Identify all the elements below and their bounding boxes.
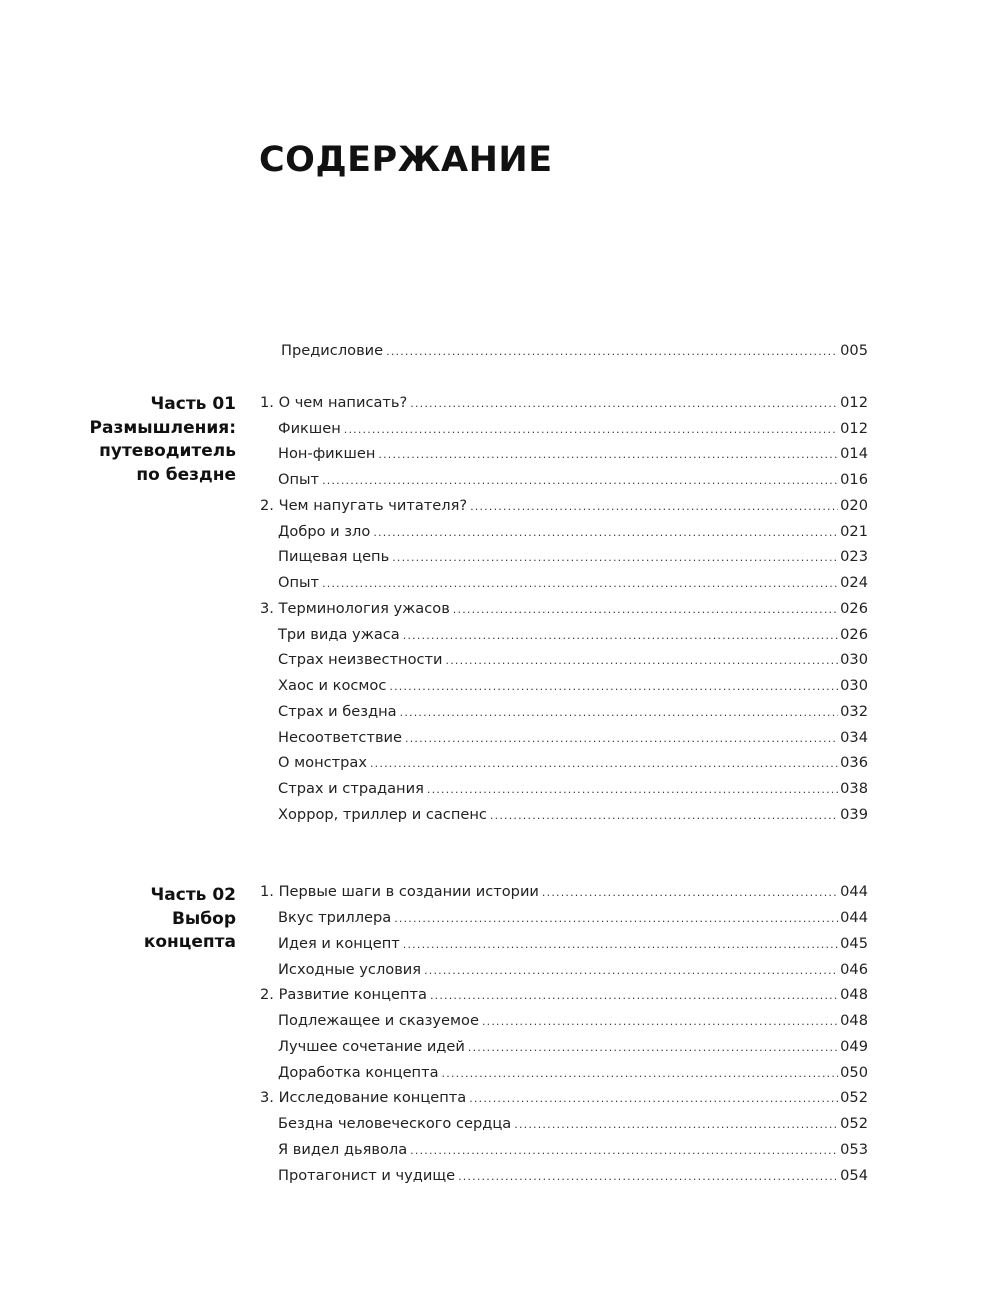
leader-dots — [468, 1036, 838, 1060]
toc-entry-label: Бездна человеческого сердца — [278, 1115, 512, 1132]
part-label-line: Выбор — [171, 908, 236, 929]
leader-dots — [344, 418, 838, 442]
leader-dots — [453, 598, 838, 622]
toc-entry-label: Опыт — [278, 471, 320, 488]
toc-entry-label: Опыт — [278, 574, 320, 591]
toc-entry-label: 1. Первые шаги в создании истории — [260, 883, 539, 900]
toc-entry-page: 012 — [840, 420, 868, 437]
toc-entry — [278, 932, 868, 956]
toc-entry-page: 034 — [840, 729, 868, 746]
leader-dots — [389, 675, 838, 699]
toc-entry — [278, 1112, 868, 1136]
toc-entry-label: Хоррор, триллер и саспенс — [278, 806, 487, 823]
toc-entry-label: Доработка концепта — [278, 1064, 439, 1081]
leader-dots — [403, 624, 838, 648]
toc-entry-label: О монстрах — [278, 754, 367, 771]
toc-entry — [278, 1035, 868, 1059]
toc-entry — [278, 906, 868, 930]
leader-dots — [378, 443, 838, 467]
toc-entry — [278, 648, 868, 672]
toc-entry-page: 021 — [840, 523, 868, 540]
leader-dots — [400, 701, 839, 725]
leader-dots — [322, 469, 838, 493]
leader-dots — [403, 933, 838, 957]
toc-entry-label: Идея и концепт — [278, 935, 400, 952]
toc-entry — [278, 520, 868, 544]
toc-entry-page: 036 — [840, 754, 868, 771]
toc-entry-page: 046 — [840, 961, 868, 978]
part-02-label — [36, 884, 236, 955]
toc-entry-label: Страх и бездна — [278, 703, 397, 720]
toc-entry — [278, 442, 868, 466]
toc-entry-page: 038 — [840, 780, 868, 797]
toc-entry — [278, 777, 868, 801]
leader-dots — [410, 392, 838, 416]
part-label-line: Часть 02 — [150, 885, 236, 905]
leader-dots — [392, 546, 838, 570]
leader-dots — [373, 521, 838, 545]
toc-entry — [278, 751, 868, 775]
leader-dots — [482, 1010, 838, 1034]
toc-entry-page: 012 — [840, 394, 868, 411]
toc-entry-page: 020 — [840, 497, 868, 514]
toc-entry-page: 014 — [840, 445, 868, 462]
toc-entry-page: 032 — [840, 703, 868, 720]
leader-dots — [405, 727, 838, 751]
toc-entry-label: 3. Исследование концепта — [260, 1089, 467, 1106]
toc-entry-page: 026 — [840, 626, 868, 643]
leader-dots — [322, 572, 838, 596]
toc-entry-label: Фикшен — [278, 420, 341, 437]
leader-dots — [430, 984, 838, 1008]
page-title: СОДЕРЖАНИЕ — [259, 140, 553, 180]
toc-entry-page: 030 — [840, 677, 868, 694]
toc-entry-label: Нон-фикшен — [278, 445, 376, 462]
toc-entry-page: 049 — [840, 1038, 868, 1055]
toc-entry-label: Пищевая цепь — [278, 548, 390, 565]
toc-entry — [278, 623, 868, 647]
toc-entry-page: 026 — [840, 600, 868, 617]
toc-entry — [278, 1138, 868, 1162]
part-label-line: Часть 01 — [150, 394, 236, 414]
leader-dots — [442, 1062, 839, 1086]
toc-entry-label: Я видел дьявола — [278, 1141, 408, 1158]
leader-dots — [394, 907, 838, 931]
toc-entry-page: 054 — [840, 1167, 868, 1184]
leader-dots — [469, 1087, 838, 1111]
toc-entry — [278, 545, 868, 569]
part-label-line: путеводитель — [99, 441, 236, 461]
toc-entry-label: 1. О чем написать? — [260, 394, 408, 411]
leader-dots — [427, 778, 838, 802]
part-label-line: по бездне — [136, 464, 236, 485]
toc-entry-page: 045 — [840, 935, 868, 952]
toc-entry — [278, 1009, 868, 1033]
toc-entry — [260, 880, 868, 904]
leader-dots — [410, 1139, 838, 1163]
leader-dots — [386, 340, 838, 364]
toc-entry-label: Три вида ужаса — [278, 626, 400, 643]
leader-dots — [514, 1113, 838, 1137]
toc-entry-preface — [281, 339, 868, 363]
toc-entry-page: 030 — [840, 651, 868, 668]
toc-entry-label: Страх и страдания — [278, 780, 424, 797]
toc-entry — [260, 597, 868, 621]
toc-entry — [278, 726, 868, 750]
leader-dots — [458, 1165, 838, 1189]
toc-entry-page: 016 — [840, 471, 868, 488]
leader-dots — [424, 959, 838, 983]
toc-entry-label: Предисловие — [281, 342, 384, 359]
toc-entry-label: Добро и зло — [278, 523, 371, 540]
toc-entry-page: 039 — [840, 806, 868, 823]
toc-entry — [260, 391, 868, 415]
toc-entry-label: 2. Чем напугать читателя? — [260, 497, 468, 514]
toc-entry — [278, 700, 868, 724]
toc-entry-label: Исходные условия — [278, 961, 422, 978]
toc-entry-page: 053 — [840, 1141, 868, 1158]
toc-entry-label: Несоответствие — [278, 729, 403, 746]
toc-entry-page: 024 — [840, 574, 868, 591]
toc-entry-label: Страх неизвестности — [278, 651, 443, 668]
toc-entry — [260, 1086, 868, 1110]
toc-entry-page: 005 — [840, 342, 868, 359]
leader-dots — [446, 649, 839, 673]
toc-entry — [278, 803, 868, 827]
part-label-line: концепта — [143, 932, 236, 952]
toc-entry-page: 048 — [840, 1012, 868, 1029]
toc-entry-label: 3. Терминология ужасов — [260, 600, 450, 617]
toc-entry-label: Лучшее сочетание идей — [278, 1038, 465, 1055]
toc-entry-page: 050 — [840, 1064, 868, 1081]
toc-entry-page: 044 — [840, 909, 868, 926]
toc-entry-label: Хаос и космос — [278, 677, 387, 694]
toc-entry-page: 052 — [840, 1089, 868, 1106]
leader-dots — [370, 752, 838, 776]
toc-entry-page: 044 — [840, 883, 868, 900]
part-01-label — [36, 393, 236, 487]
toc-entry — [278, 468, 868, 492]
toc-entry — [278, 1061, 868, 1085]
toc-entry — [278, 417, 868, 441]
toc-entry-label: Подлежащее и сказуемое — [278, 1012, 479, 1029]
toc-entry-label: 2. Развитие концепта — [260, 986, 427, 1003]
leader-dots — [470, 495, 838, 519]
toc-entry-label: Вкус триллера — [278, 909, 392, 926]
toc-entry — [278, 958, 868, 982]
toc-entry-label: Протагонист и чудище — [278, 1167, 456, 1184]
leader-dots — [490, 804, 838, 828]
toc-entry-page: 023 — [840, 548, 868, 565]
toc-entry — [278, 674, 868, 698]
toc-entry — [260, 494, 868, 518]
toc-entry — [260, 983, 868, 1007]
leader-dots — [542, 881, 838, 905]
toc-entry — [278, 571, 868, 595]
toc-entry — [278, 1164, 868, 1188]
toc-entry-page: 052 — [840, 1115, 868, 1132]
toc-entry-page: 048 — [840, 986, 868, 1003]
part-label-line: Размышления: — [89, 417, 236, 438]
